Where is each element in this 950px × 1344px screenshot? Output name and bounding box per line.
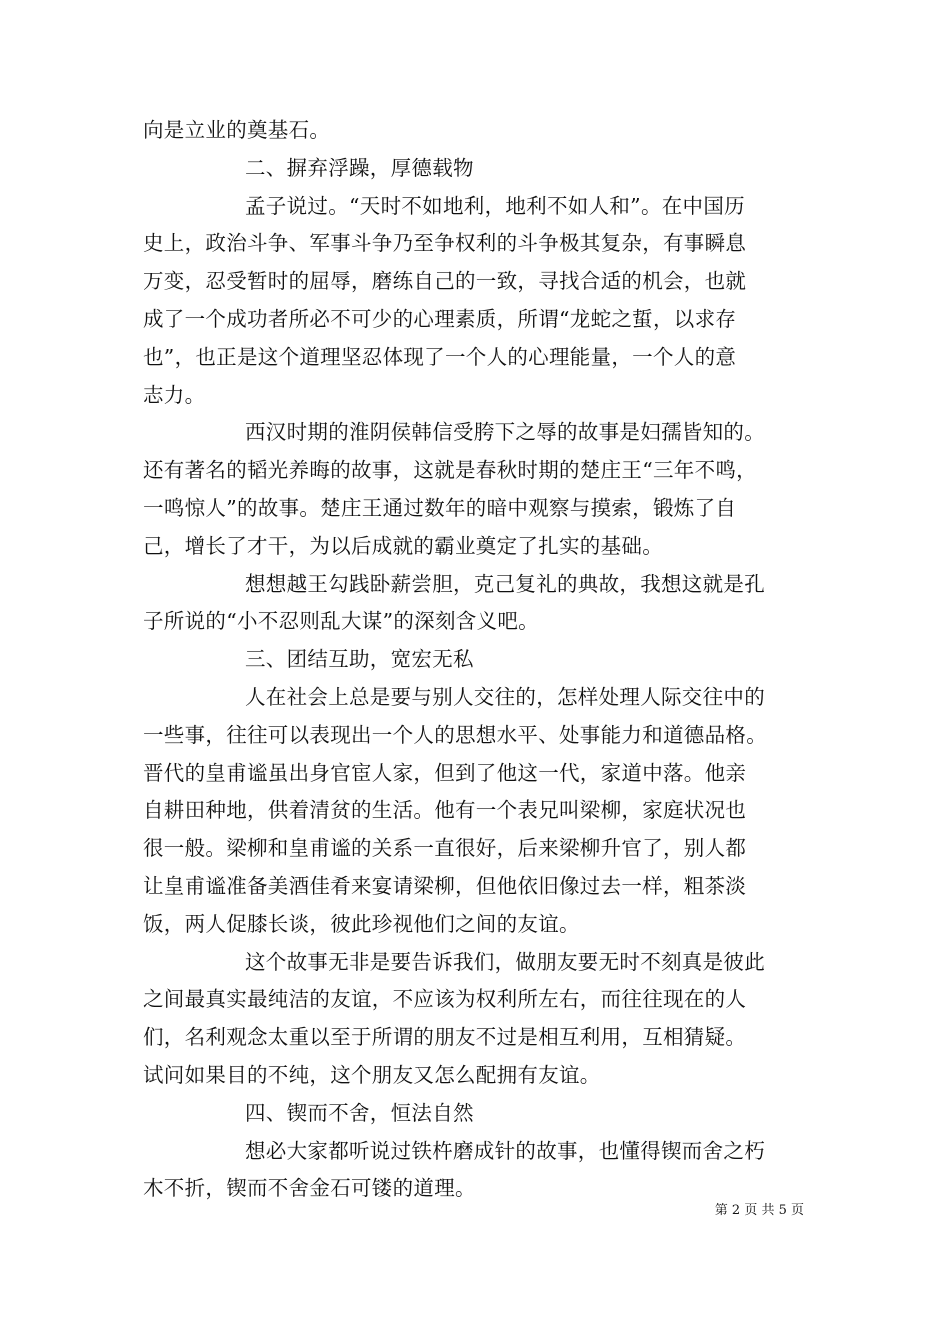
text-line: 让皇甫谧准备美酒佳肴来宴请梁柳，但他依旧像过去一样，粗茶淡 bbox=[143, 873, 747, 898]
text-line: 成了一个成功者所必不可少的心理素质，所谓“龙蛇之蜇，以求存 bbox=[143, 306, 737, 331]
text-line: 试问如果目的不纯，这个朋友又怎么配拥有友谊。 bbox=[143, 1062, 601, 1087]
text-line: 这个故事无非是要告诉我们，做朋友要无时不刻真是彼此 bbox=[245, 949, 765, 974]
section-heading-3: 三、团结互助，宽宏无私 bbox=[245, 647, 474, 672]
text-line: 子所说的“小不忍则乱大谋”的深刻含义吧。 bbox=[143, 609, 539, 634]
body-text bbox=[143, 112, 807, 1208]
text-line: 己，增长了才干，为以后成就的霸业奠定了扎实的基础。 bbox=[143, 533, 663, 558]
text-line: 也”，也正是这个道理坚忍体现了一个人的心理能量，一个人的意 bbox=[143, 344, 737, 369]
text-line: 志力。 bbox=[143, 382, 206, 407]
text-line: 饭，两人促膝长谈，彼此珍视他们之间的友谊。 bbox=[143, 911, 580, 936]
text-line: 一些事，往往可以表现出一个人的思想水平、处事能力和道德品格。 bbox=[143, 722, 767, 747]
text-line: 自耕田种地，供着清贫的生活。他有一个表兄叫梁柳，家庭状况也 bbox=[143, 798, 747, 823]
text-line: 木不折，锲而不舍金石可镂的道理。 bbox=[143, 1176, 476, 1201]
text-line: 想必大家都听说过铁杵磨成针的故事，也懂得锲而舍之朽 bbox=[245, 1138, 765, 1163]
text-line: 很一般。梁柳和皇甫谧的关系一直很好，后来梁柳升官了，别人都 bbox=[143, 836, 747, 861]
text-line: 晋代的皇甫谧虽出身官宦人家，但到了他这一代，家道中落。他亲 bbox=[143, 760, 747, 785]
section-heading-4: 四、锲而不舍，恒法自然 bbox=[245, 1100, 474, 1125]
text-line: 还有著名的韬光养晦的故事，这就是春秋时期的楚庄王“三年不鸣， bbox=[143, 458, 757, 483]
text-line: 们，名利观念太重以至于所谓的朋友不过是相互利用，互相猜疑。 bbox=[143, 1025, 747, 1050]
text-line: 想想越王勾践卧薪尝胆，克己复礼的典故，我想这就是孔 bbox=[245, 571, 765, 596]
text-line: 史上，政治斗争、军事斗争乃至争权利的斗争极其复杂，有事瞬息 bbox=[143, 231, 747, 256]
text-line: 孟子说过。“天时不如地利，地利不如人和”。在中国历 bbox=[245, 193, 745, 218]
page-number-footer: 第 2 页 共 5 页 bbox=[714, 1203, 804, 1218]
text-line: 一鸣惊人”的故事。楚庄王通过数年的暗中观察与摸索，锻炼了自 bbox=[143, 495, 737, 520]
text-line: 向是立业的奠基石。 bbox=[143, 118, 331, 142]
text-line: 西汉时期的淮阴侯韩信受胯下之辱的故事是妇孺皆知的。 bbox=[245, 420, 765, 445]
section-heading-2: 二、摒弃浮躁，厚德载物 bbox=[245, 155, 474, 180]
text-line: 万变，忍受暂时的屈辱，磨练自己的一致，寻找合适的机会，也就 bbox=[143, 269, 747, 294]
text-line: 之间最真实最纯洁的友谊，不应该为权利所左右，而往往现在的人 bbox=[143, 987, 747, 1012]
text-line: 人在社会上总是要与别人交往的，怎样处理人际交往中的 bbox=[245, 684, 765, 709]
